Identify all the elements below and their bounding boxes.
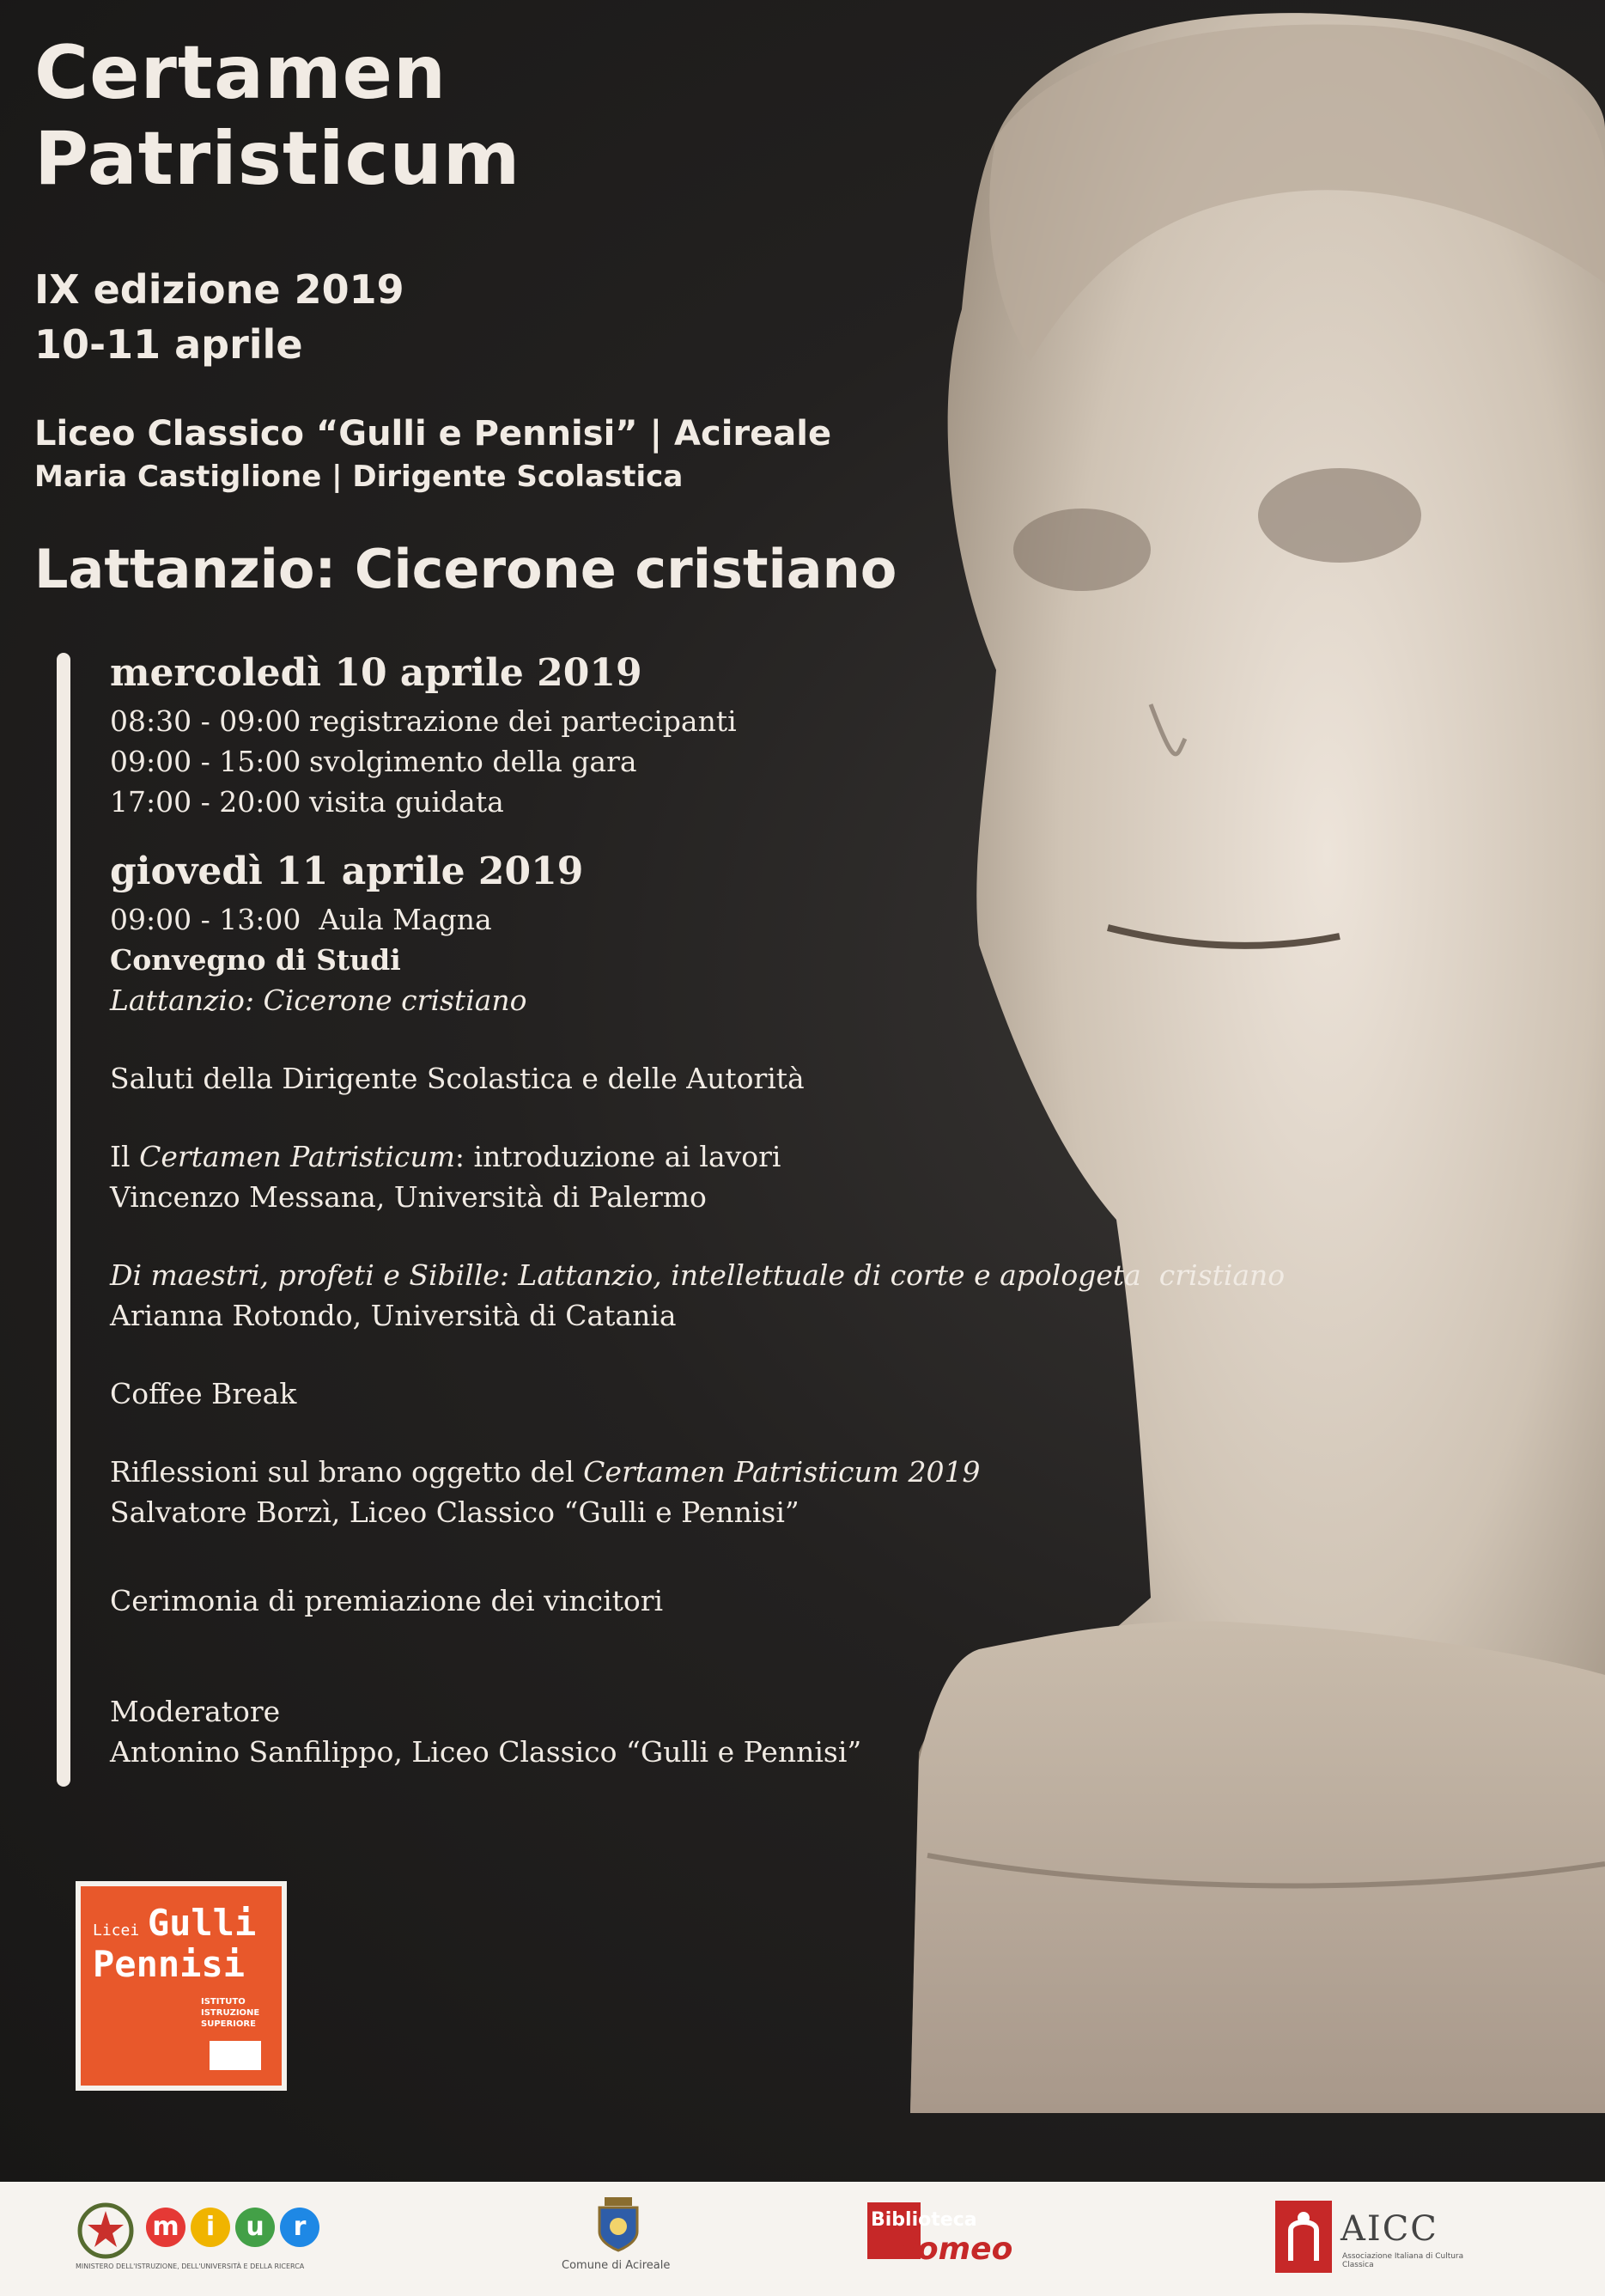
talk2-speaker: Arianna Rotondo, Università di Catania [110,1299,677,1332]
award-ceremony: Cerimonia di premiazione dei vincitori [110,1584,664,1617]
schedule-row [110,782,1175,822]
schedule-row [110,701,1175,741]
day1-title: mercoledì 10 aprile 2019 [110,651,642,695]
logo-line2: Pennisi [93,1943,246,1985]
program [110,646,1286,1772]
aicc-name: AICC [1341,2209,1438,2249]
moderator-label: Moderatore [110,1695,281,1728]
program-divider [57,653,70,1787]
talk3-speaker: Salvatore Borzì, Liceo Classico “Gulli e Pennisi” [110,1495,799,1529]
miur-caption: MINISTERO DELL'ISTRUZIONE, DELL'UNIVERSITÀ E DELLA RICERCA [76,2263,305,2270]
conference-title: Lattanzio: Cicerone cristiano [110,984,527,1017]
schedule-activity: registrazione dei partecipanti [309,704,737,738]
school-director: Maria Castiglione | Dirigente Scolastica [34,460,684,494]
schedule-time: 17:00 - 20:00 [110,785,301,819]
miur-letter-i: i [191,2208,230,2247]
schedule-time: 09:00 - 13:00 [110,903,301,936]
logo-small-text: Licei [93,1921,140,1940]
miur-logo [76,2189,368,2283]
talk1-speaker: Vincenzo Messana, Università di Palermo [110,1180,707,1214]
logo-subtitle: ISTITUTO ISTRUZIONE SUPERIORE [201,1997,260,2029]
schedule-activity: visita guidata [309,785,504,819]
aicc-logo [1275,2197,1499,2283]
biblioteca-label: Biblioteca [871,2209,977,2231]
poster-title: Certamen Patristicum [34,30,521,202]
schedule-activity: svolgimento della gara [309,745,637,778]
event-dates: 10-11 aprile [34,321,303,368]
schedule-time: 09:00 - 15:00 [110,745,301,778]
republic-emblem-icon [76,2201,136,2261]
event-subject: Lattanzio: Cicerone cristiano [34,538,897,600]
aicc-caption: Associazione Italiana di Cultura Classica [1342,2252,1464,2269]
comune-logo [558,2189,696,2283]
conference-label: Convegno di Studi [110,943,401,977]
greetings: Saluti della Dirigente Scolastica e delle Autorità [110,1062,805,1095]
comune-label: Comune di Acireale [562,2259,671,2272]
logo-line1: Gulli [147,1902,257,1944]
day2-title: giovedì 11 aprile 2019 [110,850,584,893]
miur-letter-r: r [280,2208,319,2247]
aicc-emblem-icon [1275,2201,1332,2273]
session-place: Aula Magna [319,903,492,936]
coffee-break: Coffee Break [110,1377,297,1410]
talk3-title: Riflessioni sul brano oggetto del Certamen Patristicum 2019 [110,1455,981,1489]
miur-letter-u: u [235,2208,275,2247]
miur-letter-m: m [146,2208,185,2247]
poster-header [34,30,927,604]
talk1-title: Il Certamen Patristicum: introduzione ai lavori [110,1140,781,1173]
schedule-row [110,899,1175,940]
biblioteca-logo [867,2197,1039,2283]
sponsor-footer [0,2182,1605,2296]
moderator-name: Antonino Sanfilippo, Liceo Classico “Gulli e Pennisi” [110,1735,862,1769]
school-logo [76,1881,287,2091]
talk2-title: Di maestri, profeti e Sibille: Lattanzio, intellettuale di corte e apologeta cristiano [110,1258,1286,1292]
schedule-row [110,741,1175,782]
edition-label: IX edizione 2019 [34,266,404,313]
column-icon [210,2041,261,2070]
coat-of-arms-icon [593,2194,644,2254]
biblioteca-name: Romeo [895,2232,1013,2267]
schedule-time: 08:30 - 09:00 [110,704,301,738]
school-name: Liceo Classico “Gulli e Pennisi” | Acireale [34,414,832,454]
